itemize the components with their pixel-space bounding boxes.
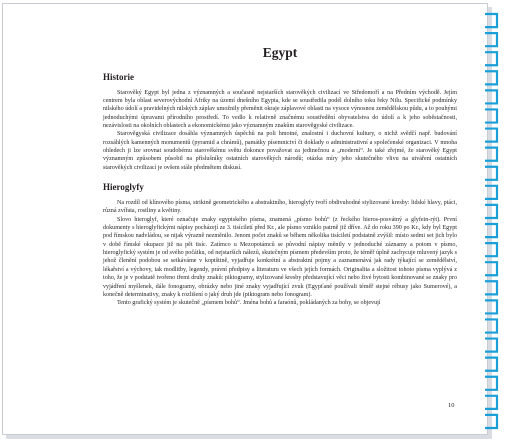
spiral-binding [483, 0, 507, 445]
spiral-loop [485, 148, 497, 161]
spiral-loop [485, 358, 497, 371]
paragraph: Tento grafický systém je skutečně „písmem bohů“. Jména bohů a faraónů, pokládaných za bohy, se objevují [117, 300, 381, 307]
spiral-loop [485, 205, 497, 218]
spiral-loop [485, 281, 497, 294]
page-number: 10 [448, 402, 455, 409]
spiral-loop [485, 109, 497, 122]
spiral-loop [485, 90, 497, 103]
spiral-loop [485, 33, 497, 46]
page-content [103, 46, 457, 308]
spiral-loop [485, 167, 497, 180]
spiral-loop [485, 186, 497, 199]
spiral-loop [485, 243, 497, 256]
spiral-loop [485, 396, 497, 409]
section-historie [103, 73, 457, 172]
section-hieroglyfy [103, 183, 457, 307]
spiral-loop [485, 415, 497, 428]
paragraph: Starověký Egypt byl jedna z významných a současně nejstarších starověkých civilizací ve Středomoří a na Předním východě. Jejím centrem byla oblast severovýchodní Afriky na území dnešního Egypta, kde se soustředila podél dolního toku řeky Nilu. Specifické podmínky nilského údolí a pravidelných nilských záplav umožnily přeměnit okraje záplavové oblasti na vysoce výnosnou zemědělskou půdu, a to pouhými jednoduchými úpravami přírodního prostředí. To vedlo k relativně značnému soustředění obyvatelstva do údolí a k jeho soběstačnosti, nezávislosti na okolních oblastech a ekonomickému jako významným znakům starověgyské civilizace. [103, 89, 457, 130]
spiral-loop [485, 71, 497, 84]
spiral-loop [485, 339, 497, 352]
paragraph: Na rozdíl od klínového písma, striktně geometrického a abstraktního, hieroglyfy tvoří obdivuhodné stylizované kresby: lidské hlavy, ptáci, různá zvířata, rostliny a květiny. [103, 200, 457, 215]
spiral-loop [485, 377, 497, 390]
section-heading: Hieroglyfy [103, 182, 144, 193]
spiral-loop [485, 129, 497, 142]
spiral-loop [485, 224, 497, 237]
spiral-loop [485, 300, 497, 313]
spiral-loop [485, 52, 497, 65]
spiral-loop [485, 14, 497, 27]
spiral-loop [485, 319, 497, 332]
section-heading: Historie [103, 71, 134, 82]
page-title: Egypt [262, 45, 298, 60]
paragraph: Slovo hieroglyf, které označuje znaky egyptského písma, znamená „písmo bohů“ (z řeckého hieros-posvátný a glyfein-rýt). První dokumenty s hieroglyfickými nápisy pocházejí ze 3. tisíciletí před Kr., ale písmo vzniklo patrně již dříve. Až do roku 390 po Kr., kdy byl Egypt pod římskou nadvládou, se nijak výrazně nezměnilo. Jenom počet znaků se během několika tisíciletí podstatně zvýšil: místo sedmi set jich bylo v době římské okupace již na pět tisíc. Zatímco u Mezopotámců se původní nápisy měnily v jednoduché záznamy a potom v písmo, hieroglyfický systém je od svého počátku, od nejstarších nálezů, skutečným písmem především proto, že téměř úplně zachycuje mluvený jazyk s jehož členění podobou se setkáváme v koptštině, vyjadřuje konkrétní a abstraktní pojmy a zaznamenává jak rady týkající se zemědělství, lékařství a výchovy, tak modlitby, legendy, právní předpisy a literaturu ve všech jejích formách. Originalita a složitost tohoto písma vyplývá z toho, že je v podstatě tvořeno třemi druhy znaků: piktogramy, stylizované kresby představující věci nebo živé bytosti kombinované se znaky pro vyjádření myšlenek, dále fonogramy, obrázky nebo jiné znaky vyjadřující zvuk (Egypťané používali téměř stejné rébusy jako Sumerové), a konečně determinativy, znaky k rozlišení o jaký druh jde (piktogram nebo fonogram). [103, 216, 457, 298]
paragraph: Starověgyská civilizace dosáhla významných úspěchů na poli hmotné, znalostní i duchovní kultury, o nichž svědčí např. budování rozsáhlých kamenných monumentů (pyramid a chrámů), památky písemnictví či doklady o administrativní a společenské organizaci. V mnoha ohledech ji lze srovnat soudobému starověkému světu dokonce považovat za jedinečnou a „moderní“. Je také zřejmé, že starověký Egypt významným způsobem působil na příslušníky ostatních starověkých národů; otázka míry jeho skutečného vlivu na utváření ostatních starověkých civilizací je ovšem stále předmětem diskusí. [103, 131, 457, 171]
spiral-loop [485, 262, 497, 275]
